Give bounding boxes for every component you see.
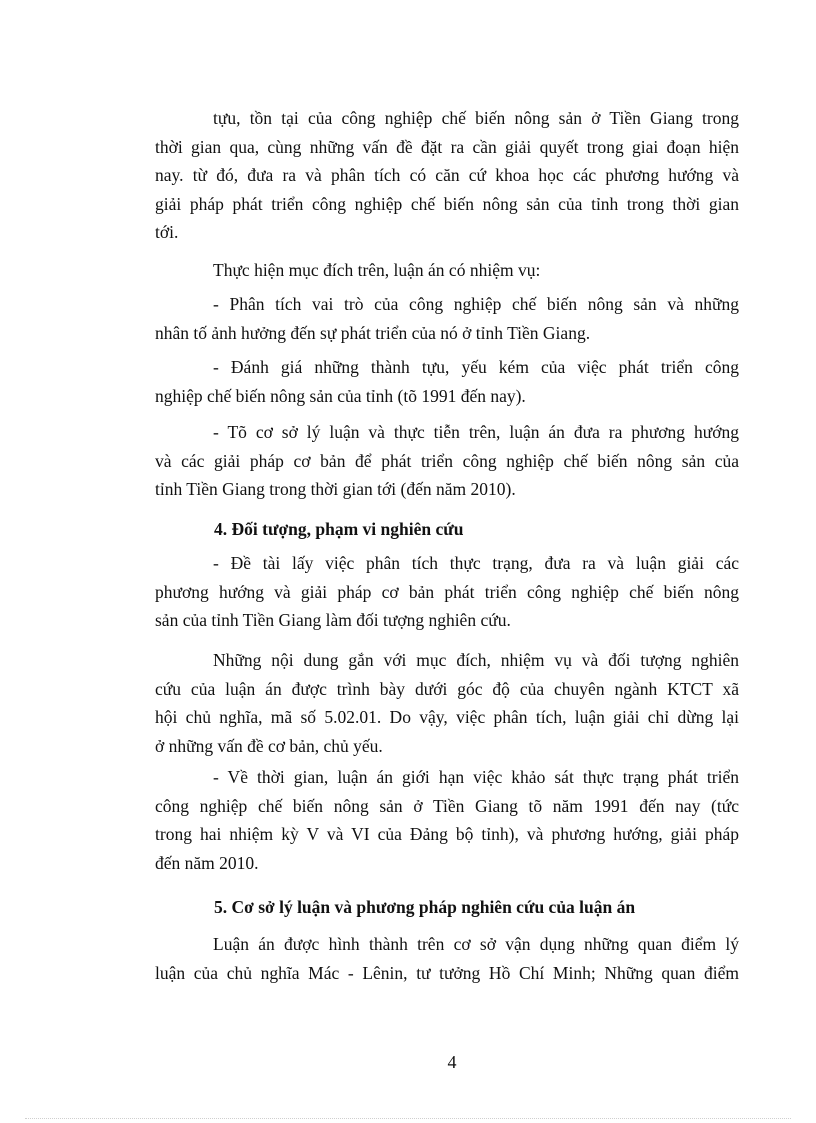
text-line: Luận án được hình thành trên cơ sở vận dụng những quan điểm lý [213, 934, 739, 954]
paragraph-scope-1 [155, 549, 739, 635]
paragraph-intro [155, 104, 739, 247]
page-number: 4 [447, 1052, 457, 1072]
text-line: luận của chủ nghĩa Mác - Lênin, tư tưởng Hồ Chí Minh; Những quan điểm [155, 962, 739, 983]
text-line: - Phân tích vai trò của công nghiệp chế biến nông sản và những [213, 294, 739, 314]
page-bottom-rule [25, 1118, 791, 1119]
text-line: công nghiệp chế biến nông sản ở Tiền Giang tõ năm 1991 đến nay (tức [155, 795, 739, 816]
text-line: đến năm 2010. [155, 852, 259, 873]
text-line: và các giải pháp cơ bản để phát triển công nghiệp chế biến nông sản của [155, 450, 739, 471]
text-line: Thực hiện mục đích trên, luận án có nhiệm vụ: [213, 260, 541, 280]
text-line: nhân tố ảnh hưởng đến sự phát triển của nó ở tỉnh Tiền Giang. [155, 322, 591, 343]
text-line: ở những vấn đề cơ bản, chủ yếu. [155, 735, 383, 756]
paragraph-scope-3 [155, 763, 739, 877]
text-line: - Đề tài lấy việc phân tích thực trạng, đưa ra và luận giải các [213, 553, 739, 573]
text-line: giải pháp phát triển công nghiệp chế biến nông sản của tỉnh trong thời gian [155, 193, 739, 214]
section-heading-4: 4. Đối tượng, phạm vi nghiên cứu [214, 519, 464, 539]
text-line: nghiệp chế biến nông sản của tỉnh (tõ 1991 đến nay). [155, 385, 526, 406]
text-line: hội chủ nghĩa, mã số 5.02.01. Do vậy, việc phân tích, luận giải chỉ dừng lại [155, 707, 739, 727]
paragraph-task-1 [155, 290, 739, 347]
paragraph-tasks-intro [155, 256, 739, 285]
text-line: - Đánh giá những thành tựu, yếu kém của việc phát triển công [213, 357, 739, 377]
section-heading-5: 5. Cơ sở lý luận và phương pháp nghiên cứu của luận án [214, 897, 636, 917]
text-line: thời gian qua, cùng những vấn đề đặt ra cần giải quyết trong giai đoạn hiện [155, 136, 739, 157]
text-line: phương hướng và giải pháp cơ bản phát triển công nghiệp chế biến nông [155, 581, 739, 602]
paragraph-task-3 [155, 418, 739, 504]
text-line: sản của tỉnh Tiền Giang làm đối tượng nghiên cứu. [155, 610, 511, 630]
paragraph-task-2 [155, 353, 739, 410]
paragraph-scope-2 [155, 646, 739, 760]
text-line: tỉnh Tiền Giang trong thời gian tới (đến năm 2010). [155, 479, 516, 499]
text-line: tựu, tồn tại của công nghiệp chế biến nông sản ở Tiền Giang trong [213, 108, 739, 128]
text-line: Những nội dung gắn với mục đích, nhiệm vụ và đối tượng nghiên [213, 650, 739, 670]
paragraph-methodology [155, 930, 739, 987]
text-line: - Tõ cơ sở lý luận và thực tiễn trên, luận án đưa ra phương hướng [213, 422, 739, 442]
text-line: tới. [155, 222, 179, 242]
text-line: - Về thời gian, luận án giới hạn việc khảo sát thực trạng phát triển [213, 767, 739, 787]
text-line: nay. từ đó, đưa ra và phân tích có căn cứ khoa học các phương hướng và [155, 165, 739, 185]
text-line: trong hai nhiệm kỳ V và VI của Đảng bộ tỉnh), và phương hướng, giải pháp [155, 824, 739, 844]
text-line: cứu của luận án được trình bày dưới góc độ của chuyên ngành KTCT xã [155, 678, 739, 699]
